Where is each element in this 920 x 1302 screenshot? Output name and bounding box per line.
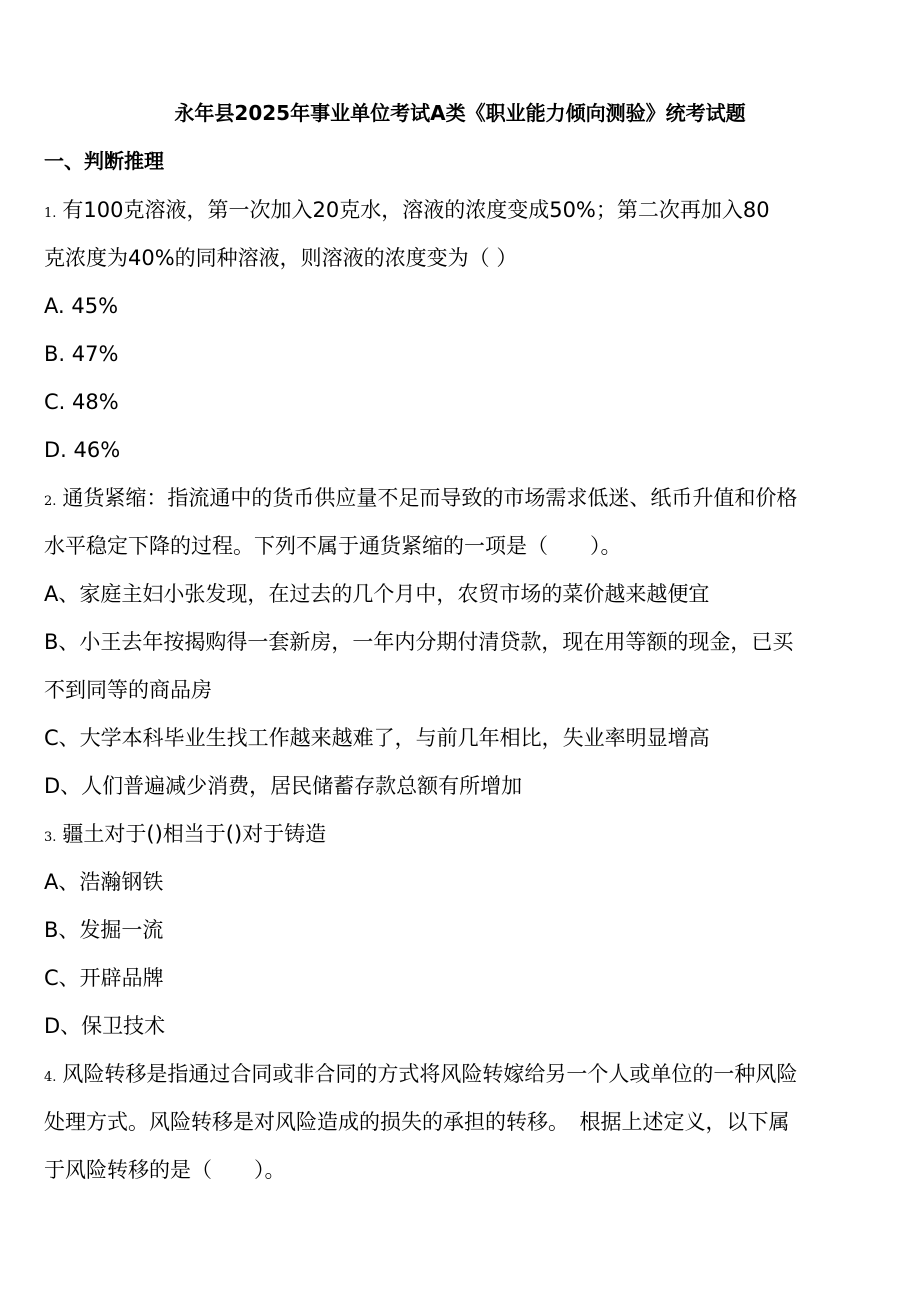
question-4-number: 4. (44, 1070, 57, 1085)
question-1-option-c: C. 48% (44, 390, 119, 414)
question-2-stem-line-1: 2. 通货紧缩：指流通中的货币供应量不足而导致的市场需求低迷、纸币升值和价格 (44, 486, 798, 510)
question-1-number: 1. (44, 206, 57, 221)
section-heading: 一、判断推理 (44, 149, 164, 173)
question-1-option-d: D. 46% (44, 438, 121, 462)
question-4-stem-line-2: 处理方式。风险转移是对风险造成的损失的承担的转移。 根据上述定义，以下属 (44, 1110, 790, 1134)
question-2 (44, 474, 880, 810)
question-4-stem-line-3: 于风险转移的是（ ）。 (44, 1158, 286, 1182)
question-3-option-d: D、保卫技术 (44, 1014, 166, 1038)
question-2-option-c: C、大学本科毕业生找工作越来越难了，与前几年相比，失业率明显增高 (44, 726, 710, 750)
question-2-option-d: D、人们普遍减少消费，居民储蓄存款总额有所增加 (44, 774, 523, 798)
question-2-stem-line-2: 水平稳定下降的过程。下列不属于通货紧缩的一项是（ ）。 (44, 534, 622, 558)
question-3-option-a: A、浩瀚钢铁 (44, 870, 164, 894)
question-3 (44, 810, 880, 1050)
question-1-option-b: B. 47% (44, 342, 119, 366)
question-2-option-b: B、小王去年按揭购得一套新房，一年内分期付清贷款，现在用等额的现金，已买 (44, 630, 794, 654)
question-3-option-b: B、发掘一流 (44, 918, 164, 942)
question-1-option-a: A. 45% (44, 294, 119, 318)
question-1-stem-line-2: 克浓度为40%的同种溶液，则溶液的浓度变为（ ） (44, 246, 518, 270)
question-3-number: 3. (44, 830, 57, 845)
document-title: 永年县2025年事业单位考试A类《职业能力倾向测验》统考试题 (174, 101, 746, 125)
question-2-option-b-cont: 不到同等的商品房 (44, 678, 212, 702)
question-3-option-c: C、开辟品牌 (44, 966, 164, 990)
question-4-stem-line-1: 4. 风险转移是指通过合同或非合同的方式将风险转嫁给另一个人或单位的一种风险 (44, 1062, 798, 1086)
question-1-stem-line-1: 1. 有100克溶液，第一次加入20克水，溶液的浓度变成50%；第二次再加入80 (44, 198, 770, 222)
question-2-number: 2. (44, 494, 57, 509)
question-4 (44, 1050, 880, 1194)
question-3-stem-line-1: 3. 疆土对于()相当于()对于铸造 (44, 822, 327, 846)
question-2-option-a: A、家庭主妇小张发现，在过去的几个月中，农贸市场的菜价越来越便宜 (44, 582, 710, 606)
question-1 (44, 186, 880, 474)
